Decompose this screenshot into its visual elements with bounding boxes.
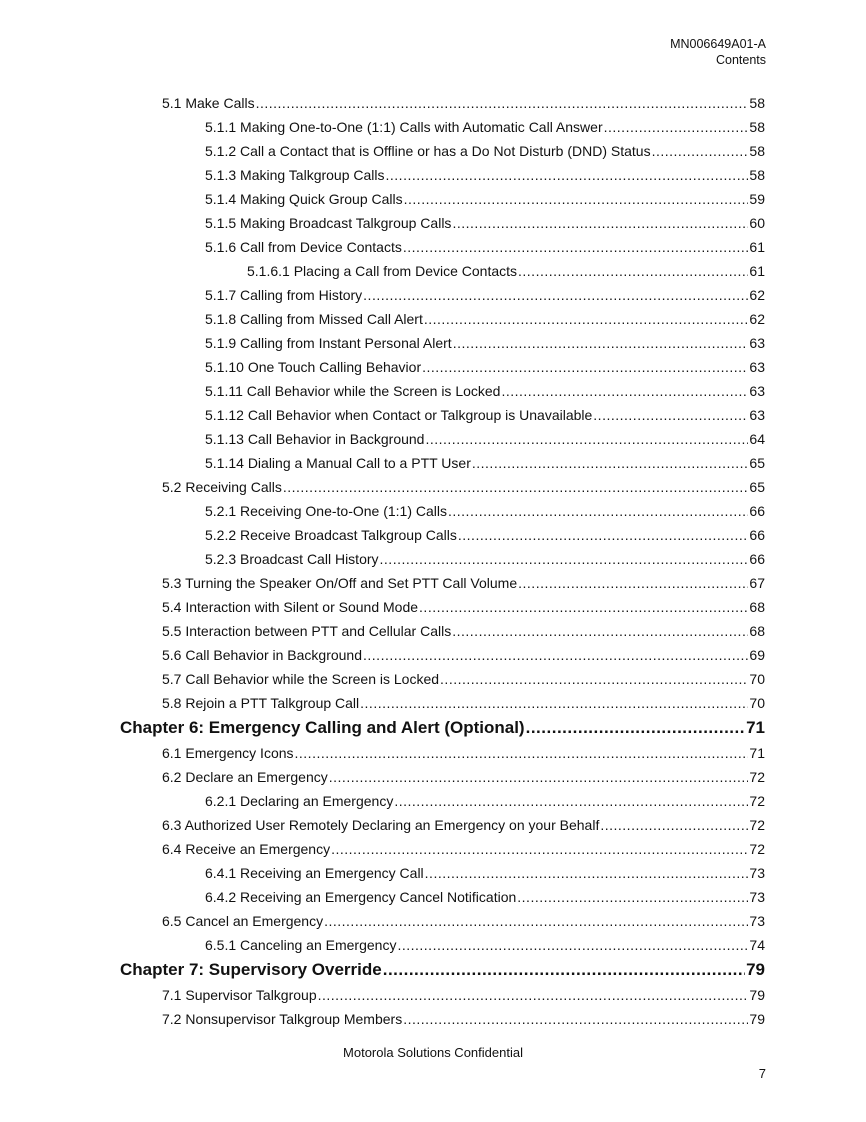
dot-leader: [404, 187, 749, 211]
dot-leader: [593, 403, 748, 427]
toc-entry-page: 65: [749, 455, 765, 471]
toc-entry-title: 5.2 Receiving Calls: [162, 479, 282, 495]
toc-entry-title: 5.5 Interaction between PTT and Cellular Calls: [162, 623, 452, 639]
footer-confidential: Motorola Solutions Confidential: [343, 1045, 523, 1060]
dot-leader: [331, 837, 748, 861]
dot-leader: [324, 909, 748, 933]
dot-leader: [518, 571, 748, 595]
toc-entry[interactable]: [162, 813, 765, 837]
toc-entry-page: 59: [749, 191, 765, 207]
toc-entry[interactable]: [205, 115, 765, 139]
toc-entry-title: 5.3 Turning the Speaker On/Off and Set PTT Call Volume: [162, 575, 518, 591]
toc-entry-page: 66: [749, 527, 765, 543]
page-number: 7: [758, 1066, 766, 1081]
toc-entry-title: 5.1 Make Calls: [162, 95, 255, 111]
document-id: MN006649A01-A: [670, 37, 766, 51]
dot-leader: [363, 283, 748, 307]
dot-leader: [448, 499, 748, 523]
toc-entry-title: 5.1.7 Calling from History: [205, 287, 363, 303]
toc-entry[interactable]: [162, 571, 765, 595]
toc-entry-page: 67: [749, 575, 765, 591]
toc-entry[interactable]: [205, 933, 765, 957]
toc-entry-title: 5.1.5 Making Broadcast Talkgroup Calls: [205, 215, 452, 231]
toc-entry-title: 6.3 Authorized User Remotely Declaring an Emergency on your Behalf: [162, 817, 600, 833]
toc-entry[interactable]: [205, 547, 765, 571]
toc-entry[interactable]: [162, 643, 765, 667]
dot-leader: [501, 379, 748, 403]
dot-leader: [363, 643, 748, 667]
toc-entry-title: 5.2.3 Broadcast Call History: [205, 551, 379, 567]
toc-entry-page: 62: [749, 287, 765, 303]
toc-entry[interactable]: [205, 451, 765, 475]
toc-entry-title: 6.2.1 Declaring an Emergency: [205, 793, 394, 809]
toc-entry-page: 71: [746, 718, 765, 737]
toc-entry-page: 62: [749, 311, 765, 327]
toc-entry-title: 7.2 Nonsupervisor Talkgroup Members: [162, 1011, 403, 1027]
toc-entry-page: 72: [749, 793, 765, 809]
dot-leader: [386, 163, 749, 187]
toc-entry-title: 5.6 Call Behavior in Background: [162, 647, 363, 663]
toc-entry[interactable]: [205, 427, 765, 451]
toc-entry-page: 70: [749, 671, 765, 687]
toc-entry[interactable]: [162, 475, 765, 499]
toc-entry-page: 58: [749, 167, 765, 183]
toc-entry[interactable]: [162, 667, 765, 691]
toc-entry-page: 79: [749, 987, 765, 1003]
toc-entry[interactable]: [162, 91, 765, 115]
dot-leader: [295, 741, 749, 765]
toc-entry-page: 60: [749, 215, 765, 231]
toc-entry-title: 6.4.2 Receiving an Emergency Cancel Notification: [205, 889, 517, 905]
toc-entry-page: 63: [749, 383, 765, 399]
dot-leader: [425, 861, 749, 885]
toc-entry[interactable]: [205, 861, 765, 885]
toc-entry-page: 73: [749, 913, 765, 929]
toc-entry[interactable]: [205, 403, 765, 427]
toc-entry-title: 6.2 Declare an Emergency: [162, 769, 328, 785]
toc-entry-page: 72: [749, 841, 765, 857]
toc-entry-title: 5.1.1 Making One-to-One (1:1) Calls with Automatic Call Answer: [205, 119, 603, 135]
toc-entry-page: 79: [746, 960, 765, 979]
dot-leader: [604, 115, 749, 139]
dot-leader: [397, 933, 748, 957]
toc-entry-page: 65: [749, 479, 765, 495]
toc-entry-page: 63: [749, 407, 765, 423]
toc-entry-title: 5.1.6.1 Placing a Call from Device Contacts: [247, 263, 518, 279]
toc-entry-title: 5.1.14 Dialing a Manual Call to a PTT User: [205, 455, 471, 471]
dot-leader: [318, 983, 749, 1007]
toc-entry[interactable]: [205, 283, 765, 307]
toc-entry-page: 72: [749, 817, 765, 833]
toc-entry[interactable]: [205, 523, 765, 547]
toc-entry-page: 79: [749, 1011, 765, 1027]
toc-entry-page: 74: [749, 937, 765, 953]
toc-entry-page: 68: [749, 623, 765, 639]
toc-entry[interactable]: [162, 765, 765, 789]
toc-entry[interactable]: [205, 499, 765, 523]
toc-entry[interactable]: [247, 259, 765, 283]
toc-entry[interactable]: [205, 163, 765, 187]
toc-entry-title: 5.1.9 Calling from Instant Personal Alert: [205, 335, 452, 351]
toc-entry[interactable]: [205, 307, 765, 331]
toc-entry[interactable]: [162, 1007, 765, 1031]
toc-entry-page: 70: [749, 695, 765, 711]
dot-leader: [452, 211, 748, 235]
dot-leader: [458, 523, 749, 547]
toc-entry-title: 7.1 Supervisor Talkgroup: [162, 987, 317, 1003]
dot-leader: [652, 139, 749, 163]
toc-chapter-entry[interactable]: [120, 957, 765, 983]
toc-entry-title: 6.4 Receive an Emergency: [162, 841, 331, 857]
toc-entry-title: 6.4.1 Receiving an Emergency Call: [205, 865, 424, 881]
toc-entry-title: 5.1.6 Call from Device Contacts: [205, 239, 402, 255]
toc-entry[interactable]: [162, 595, 765, 619]
dot-leader: [452, 619, 748, 643]
toc-entry-title: 5.1.3 Making Talkgroup Calls: [205, 167, 385, 183]
dot-leader: [518, 259, 748, 283]
dot-leader: [419, 595, 748, 619]
toc-entry[interactable]: [205, 139, 765, 163]
dot-leader: [329, 765, 749, 789]
toc-entry-page: 66: [749, 551, 765, 567]
dot-leader: [422, 355, 748, 379]
toc-entry-title: 5.7 Call Behavior while the Screen is Locked: [162, 671, 440, 687]
toc-entry[interactable]: [205, 789, 765, 813]
toc-entry-title: 5.1.8 Calling from Missed Call Alert: [205, 311, 423, 327]
toc-chapter-entry[interactable]: [120, 715, 765, 741]
toc-entry-page: 73: [749, 889, 765, 905]
toc-entry-title: 5.2.2 Receive Broadcast Talkgroup Calls: [205, 527, 457, 543]
toc-entry[interactable]: [205, 331, 765, 355]
dot-leader: [283, 475, 749, 499]
dot-leader: [526, 715, 745, 741]
toc-entry[interactable]: [205, 235, 765, 259]
toc-entry-title: 5.1.11 Call Behavior while the Screen is Locked: [205, 383, 501, 399]
dot-leader: [383, 957, 745, 983]
toc-entry-page: 73: [749, 865, 765, 881]
toc-entry-page: 68: [749, 599, 765, 615]
dot-leader: [256, 91, 749, 115]
toc-entry-page: 64: [749, 431, 765, 447]
dot-leader: [380, 547, 749, 571]
toc-entry[interactable]: [162, 837, 765, 861]
toc-entry-page: 63: [749, 359, 765, 375]
toc-entry[interactable]: [162, 983, 765, 1007]
dot-leader: [517, 885, 748, 909]
section-name: Contents: [715, 53, 766, 67]
toc-entry-page: 69: [749, 647, 765, 663]
toc-entry-page: 58: [749, 119, 765, 135]
dot-leader: [394, 789, 748, 813]
page-header: [670, 36, 766, 68]
dot-leader: [424, 307, 749, 331]
toc-entry[interactable]: [162, 619, 765, 643]
toc-entry-page: 63: [749, 335, 765, 351]
toc-entry-page: 71: [749, 745, 765, 761]
toc-entry-page: 72: [749, 769, 765, 785]
toc-entry-page: 61: [749, 239, 765, 255]
toc-entry[interactable]: [205, 379, 765, 403]
toc-entry-title: 5.4 Interaction with Silent or Sound Mode: [162, 599, 419, 615]
toc-entry[interactable]: [162, 741, 765, 765]
toc-entry-title: Chapter 7: Supervisory Override: [120, 960, 382, 979]
toc-entry-title: 5.1.13 Call Behavior in Background: [205, 431, 425, 447]
toc-entry-page: 66: [749, 503, 765, 519]
toc-entry[interactable]: [162, 691, 765, 715]
table-of-contents: [0, 91, 866, 1031]
toc-entry-title: 5.2.1 Receiving One-to-One (1:1) Calls: [205, 503, 447, 519]
toc-entry[interactable]: [205, 187, 765, 211]
toc-entry-page: 61: [749, 263, 765, 279]
toc-entry[interactable]: [205, 211, 765, 235]
toc-entry-title: 6.5 Cancel an Emergency: [162, 913, 324, 929]
dot-leader: [360, 691, 748, 715]
toc-entry-title: 5.8 Rejoin a PTT Talkgroup Call: [162, 695, 360, 711]
dot-leader: [472, 451, 749, 475]
toc-entry-title: 6.1 Emergency Icons: [162, 745, 294, 761]
toc-entry-title: Chapter 6: Emergency Calling and Alert (Optional): [120, 718, 525, 737]
dot-leader: [453, 331, 749, 355]
toc-entry-title: 6.5.1 Canceling an Emergency: [205, 937, 397, 953]
dot-leader: [425, 427, 748, 451]
toc-entry[interactable]: [205, 355, 765, 379]
toc-entry[interactable]: [162, 909, 765, 933]
toc-entry-title: 5.1.10 One Touch Calling Behavior: [205, 359, 422, 375]
toc-entry-title: 5.1.4 Making Quick Group Calls: [205, 191, 403, 207]
dot-leader: [403, 1007, 748, 1031]
dot-leader: [440, 667, 748, 691]
toc-entry-title: 5.1.2 Call a Contact that is Offline or has a Do Not Disturb (DND) Status: [205, 143, 651, 159]
toc-entry-page: 58: [749, 95, 765, 111]
dot-leader: [403, 235, 749, 259]
toc-entry-title: 5.1.12 Call Behavior when Contact or Talkgroup is Unavailable: [205, 407, 593, 423]
toc-entry[interactable]: [205, 885, 765, 909]
dot-leader: [600, 813, 748, 837]
toc-entry-page: 58: [749, 143, 765, 159]
